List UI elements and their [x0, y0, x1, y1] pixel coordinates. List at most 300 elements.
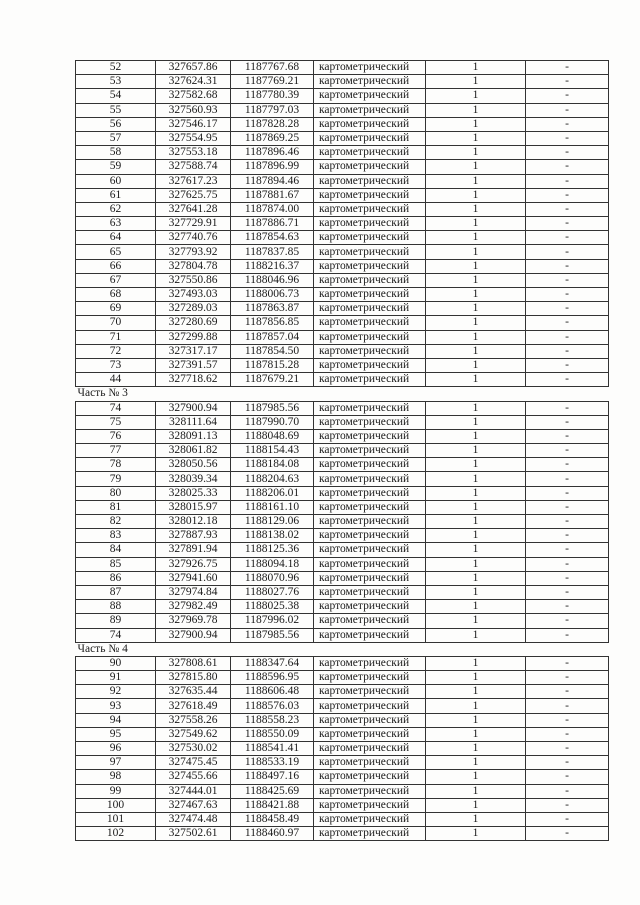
table-row: [76, 259, 609, 273]
y-coordinate-cell: 1187894.46: [231, 174, 314, 188]
x-coordinate-cell: 328091.13: [156, 429, 231, 443]
point-number-cell: 82: [76, 515, 156, 529]
part-label: Часть № 4: [76, 642, 609, 656]
point-number-cell: 73: [76, 358, 156, 372]
point-number-cell: 96: [76, 742, 156, 756]
point-number-cell: 72: [76, 344, 156, 358]
x-coordinate-cell: 327550.86: [156, 273, 231, 287]
x-coordinate-cell: 327808.61: [156, 656, 231, 670]
accuracy-cell: 1: [426, 486, 526, 500]
method-cell: картометрический: [314, 358, 426, 372]
point-number-cell: 91: [76, 671, 156, 685]
x-coordinate-cell: 327617.23: [156, 174, 231, 188]
method-cell: картометрический: [314, 486, 426, 500]
accuracy-cell: 1: [426, 288, 526, 302]
x-coordinate-cell: 327467.63: [156, 798, 231, 812]
table-row: [76, 174, 609, 188]
table-row: [76, 784, 609, 798]
point-number-cell: 62: [76, 202, 156, 216]
accuracy-cell: 1: [426, 614, 526, 628]
y-coordinate-cell: 1188070.96: [231, 571, 314, 585]
x-coordinate-cell: 327289.03: [156, 302, 231, 316]
table-row: [76, 628, 609, 642]
table-row: [76, 288, 609, 302]
accuracy-cell: 1: [426, 330, 526, 344]
point-number-cell: 74: [76, 628, 156, 642]
accuracy-cell: 1: [426, 500, 526, 514]
description-cell: -: [526, 245, 609, 259]
method-cell: картометрический: [314, 656, 426, 670]
y-coordinate-cell: 1188125.36: [231, 543, 314, 557]
method-cell: картометрический: [314, 812, 426, 826]
description-cell: -: [526, 472, 609, 486]
coordinates-table-body: [76, 61, 609, 841]
point-number-cell: 63: [76, 217, 156, 231]
y-coordinate-cell: 1188184.08: [231, 458, 314, 472]
description-cell: -: [526, 131, 609, 145]
part-header-row: [76, 387, 609, 401]
method-cell: картометрический: [314, 245, 426, 259]
table-row: [76, 373, 609, 387]
point-number-cell: 87: [76, 585, 156, 599]
description-cell: -: [526, 302, 609, 316]
accuracy-cell: 1: [426, 827, 526, 841]
y-coordinate-cell: 1188533.19: [231, 756, 314, 770]
x-coordinate-cell: 328111.64: [156, 415, 231, 429]
y-coordinate-cell: 1187769.21: [231, 75, 314, 89]
x-coordinate-cell: 327887.93: [156, 529, 231, 543]
y-coordinate-cell: 1188421.88: [231, 798, 314, 812]
point-number-cell: 89: [76, 614, 156, 628]
y-coordinate-cell: 1187985.56: [231, 628, 314, 642]
description-cell: -: [526, 231, 609, 245]
point-number-cell: 69: [76, 302, 156, 316]
point-number-cell: 53: [76, 75, 156, 89]
x-coordinate-cell: 327558.26: [156, 713, 231, 727]
table-row: [76, 600, 609, 614]
method-cell: картометрический: [314, 827, 426, 841]
point-number-cell: 60: [76, 174, 156, 188]
x-coordinate-cell: 328061.82: [156, 444, 231, 458]
method-cell: картометрический: [314, 401, 426, 415]
x-coordinate-cell: 327641.28: [156, 202, 231, 216]
y-coordinate-cell: 1188161.10: [231, 500, 314, 514]
accuracy-cell: 1: [426, 245, 526, 259]
y-coordinate-cell: 1187815.28: [231, 358, 314, 372]
method-cell: картометрический: [314, 75, 426, 89]
description-cell: -: [526, 827, 609, 841]
y-coordinate-cell: 1188347.64: [231, 656, 314, 670]
accuracy-cell: 1: [426, 316, 526, 330]
description-cell: -: [526, 500, 609, 514]
point-number-cell: 67: [76, 273, 156, 287]
accuracy-cell: 1: [426, 699, 526, 713]
point-number-cell: 77: [76, 444, 156, 458]
point-number-cell: 56: [76, 117, 156, 131]
description-cell: -: [526, 188, 609, 202]
x-coordinate-cell: 327546.17: [156, 117, 231, 131]
y-coordinate-cell: 1187857.04: [231, 330, 314, 344]
method-cell: картометрический: [314, 61, 426, 75]
accuracy-cell: 1: [426, 444, 526, 458]
table-row: [76, 75, 609, 89]
accuracy-cell: 1: [426, 188, 526, 202]
x-coordinate-cell: 327740.76: [156, 231, 231, 245]
method-cell: картометрический: [314, 784, 426, 798]
point-number-cell: 79: [76, 472, 156, 486]
accuracy-cell: 1: [426, 742, 526, 756]
x-coordinate-cell: 327969.78: [156, 614, 231, 628]
accuracy-cell: 1: [426, 358, 526, 372]
y-coordinate-cell: 1188048.69: [231, 429, 314, 443]
x-coordinate-cell: 328025.33: [156, 486, 231, 500]
x-coordinate-cell: 327317.17: [156, 344, 231, 358]
table-row: [76, 529, 609, 543]
point-number-cell: 94: [76, 713, 156, 727]
method-cell: картометрический: [314, 444, 426, 458]
method-cell: картометрический: [314, 458, 426, 472]
accuracy-cell: 1: [426, 713, 526, 727]
accuracy-cell: 1: [426, 117, 526, 131]
y-coordinate-cell: 1187869.25: [231, 131, 314, 145]
description-cell: -: [526, 458, 609, 472]
y-coordinate-cell: 1188046.96: [231, 273, 314, 287]
table-row: [76, 770, 609, 784]
point-number-cell: 95: [76, 727, 156, 741]
x-coordinate-cell: 327982.49: [156, 600, 231, 614]
y-coordinate-cell: 1187856.85: [231, 316, 314, 330]
point-number-cell: 97: [76, 756, 156, 770]
x-coordinate-cell: 327815.80: [156, 671, 231, 685]
point-number-cell: 64: [76, 231, 156, 245]
point-number-cell: 65: [76, 245, 156, 259]
description-cell: -: [526, 61, 609, 75]
description-cell: -: [526, 202, 609, 216]
y-coordinate-cell: 1187797.03: [231, 103, 314, 117]
point-number-cell: 99: [76, 784, 156, 798]
accuracy-cell: 1: [426, 103, 526, 117]
method-cell: картометрический: [314, 798, 426, 812]
y-coordinate-cell: 1187767.68: [231, 61, 314, 75]
x-coordinate-cell: 327588.74: [156, 160, 231, 174]
table-row: [76, 444, 609, 458]
x-coordinate-cell: 327530.02: [156, 742, 231, 756]
table-row: [76, 231, 609, 245]
point-number-cell: 100: [76, 798, 156, 812]
accuracy-cell: 1: [426, 373, 526, 387]
table-row: [76, 358, 609, 372]
description-cell: -: [526, 373, 609, 387]
y-coordinate-cell: 1188558.23: [231, 713, 314, 727]
table-row: [76, 330, 609, 344]
table-row: [76, 699, 609, 713]
table-row: [76, 812, 609, 826]
method-cell: картометрический: [314, 699, 426, 713]
point-number-cell: 84: [76, 543, 156, 557]
y-coordinate-cell: 1188154.43: [231, 444, 314, 458]
accuracy-cell: 1: [426, 727, 526, 741]
y-coordinate-cell: 1188458.49: [231, 812, 314, 826]
point-number-cell: 57: [76, 131, 156, 145]
x-coordinate-cell: 327618.49: [156, 699, 231, 713]
table-row: [76, 727, 609, 741]
x-coordinate-cell: 327625.75: [156, 188, 231, 202]
point-number-cell: 58: [76, 146, 156, 160]
table-row: [76, 415, 609, 429]
accuracy-cell: 1: [426, 217, 526, 231]
point-number-cell: 68: [76, 288, 156, 302]
method-cell: картометрический: [314, 770, 426, 784]
table-row: [76, 273, 609, 287]
description-cell: -: [526, 415, 609, 429]
x-coordinate-cell: 327554.95: [156, 131, 231, 145]
x-coordinate-cell: 327280.69: [156, 316, 231, 330]
table-row: [76, 302, 609, 316]
accuracy-cell: 1: [426, 798, 526, 812]
x-coordinate-cell: 327624.31: [156, 75, 231, 89]
y-coordinate-cell: 1188596.95: [231, 671, 314, 685]
table-row: [76, 103, 609, 117]
accuracy-cell: 1: [426, 784, 526, 798]
accuracy-cell: 1: [426, 89, 526, 103]
x-coordinate-cell: 327804.78: [156, 259, 231, 273]
method-cell: картометрический: [314, 231, 426, 245]
point-number-cell: 86: [76, 571, 156, 585]
y-coordinate-cell: 1187874.00: [231, 202, 314, 216]
accuracy-cell: 1: [426, 543, 526, 557]
point-number-cell: 83: [76, 529, 156, 543]
description-cell: -: [526, 812, 609, 826]
description-cell: -: [526, 160, 609, 174]
description-cell: -: [526, 330, 609, 344]
x-coordinate-cell: 327474.48: [156, 812, 231, 826]
table-row: [76, 458, 609, 472]
method-cell: картометрический: [314, 628, 426, 642]
description-cell: -: [526, 727, 609, 741]
point-number-cell: 76: [76, 429, 156, 443]
part-label: Часть № 3: [76, 387, 609, 401]
x-coordinate-cell: 327391.57: [156, 358, 231, 372]
table-row: [76, 429, 609, 443]
point-number-cell: 55: [76, 103, 156, 117]
y-coordinate-cell: 1188204.63: [231, 472, 314, 486]
y-coordinate-cell: 1187854.50: [231, 344, 314, 358]
x-coordinate-cell: 327549.62: [156, 727, 231, 741]
table-row: [76, 61, 609, 75]
table-row: [76, 500, 609, 514]
method-cell: картометрический: [314, 217, 426, 231]
method-cell: картометрический: [314, 202, 426, 216]
description-cell: -: [526, 770, 609, 784]
accuracy-cell: 1: [426, 259, 526, 273]
description-cell: -: [526, 429, 609, 443]
method-cell: картометрический: [314, 742, 426, 756]
y-coordinate-cell: 1187780.39: [231, 89, 314, 103]
accuracy-cell: 1: [426, 571, 526, 585]
y-coordinate-cell: 1187896.99: [231, 160, 314, 174]
method-cell: картометрический: [314, 160, 426, 174]
description-cell: -: [526, 486, 609, 500]
accuracy-cell: 1: [426, 415, 526, 429]
method-cell: картометрический: [314, 500, 426, 514]
y-coordinate-cell: 1187985.56: [231, 401, 314, 415]
table-row: [76, 656, 609, 670]
table-row: [76, 557, 609, 571]
y-coordinate-cell: 1188025.38: [231, 600, 314, 614]
y-coordinate-cell: 1188138.02: [231, 529, 314, 543]
accuracy-cell: 1: [426, 600, 526, 614]
accuracy-cell: 1: [426, 174, 526, 188]
accuracy-cell: 1: [426, 160, 526, 174]
description-cell: -: [526, 699, 609, 713]
method-cell: картометрический: [314, 515, 426, 529]
table-row: [76, 515, 609, 529]
accuracy-cell: 1: [426, 202, 526, 216]
accuracy-cell: 1: [426, 529, 526, 543]
table-row: [76, 543, 609, 557]
description-cell: -: [526, 259, 609, 273]
point-number-cell: 101: [76, 812, 156, 826]
y-coordinate-cell: 1187837.85: [231, 245, 314, 259]
method-cell: картометрический: [314, 429, 426, 443]
x-coordinate-cell: 327657.86: [156, 61, 231, 75]
table-row: [76, 188, 609, 202]
method-cell: картометрический: [314, 472, 426, 486]
table-row: [76, 245, 609, 259]
description-cell: -: [526, 344, 609, 358]
method-cell: картометрический: [314, 585, 426, 599]
description-cell: -: [526, 557, 609, 571]
method-cell: картометрический: [314, 188, 426, 202]
method-cell: картометрический: [314, 89, 426, 103]
x-coordinate-cell: 327793.92: [156, 245, 231, 259]
description-cell: -: [526, 600, 609, 614]
y-coordinate-cell: 1188550.09: [231, 727, 314, 741]
accuracy-cell: 1: [426, 770, 526, 784]
y-coordinate-cell: 1187881.67: [231, 188, 314, 202]
x-coordinate-cell: 327582.68: [156, 89, 231, 103]
x-coordinate-cell: 327560.93: [156, 103, 231, 117]
description-cell: -: [526, 273, 609, 287]
x-coordinate-cell: 327502.61: [156, 827, 231, 841]
x-coordinate-cell: 327900.94: [156, 401, 231, 415]
accuracy-cell: 1: [426, 458, 526, 472]
y-coordinate-cell: 1187990.70: [231, 415, 314, 429]
x-coordinate-cell: 328039.34: [156, 472, 231, 486]
table-row: [76, 217, 609, 231]
part-header-row: [76, 642, 609, 656]
point-number-cell: 70: [76, 316, 156, 330]
y-coordinate-cell: 1187886.71: [231, 217, 314, 231]
accuracy-cell: 1: [426, 812, 526, 826]
method-cell: картометрический: [314, 713, 426, 727]
point-number-cell: 80: [76, 486, 156, 500]
x-coordinate-cell: 327926.75: [156, 557, 231, 571]
x-coordinate-cell: 327444.01: [156, 784, 231, 798]
point-number-cell: 102: [76, 827, 156, 841]
x-coordinate-cell: 328012.18: [156, 515, 231, 529]
point-number-cell: 98: [76, 770, 156, 784]
point-number-cell: 61: [76, 188, 156, 202]
description-cell: -: [526, 174, 609, 188]
accuracy-cell: 1: [426, 756, 526, 770]
table-row: [76, 614, 609, 628]
x-coordinate-cell: 327941.60: [156, 571, 231, 585]
table-row: [76, 160, 609, 174]
description-cell: -: [526, 89, 609, 103]
description-cell: -: [526, 146, 609, 160]
method-cell: картометрический: [314, 415, 426, 429]
y-coordinate-cell: 1188425.69: [231, 784, 314, 798]
y-coordinate-cell: 1187854.63: [231, 231, 314, 245]
x-coordinate-cell: 327891.94: [156, 543, 231, 557]
description-cell: -: [526, 529, 609, 543]
x-coordinate-cell: 327635.44: [156, 685, 231, 699]
x-coordinate-cell: 327900.94: [156, 628, 231, 642]
description-cell: -: [526, 288, 609, 302]
accuracy-cell: 1: [426, 131, 526, 145]
x-coordinate-cell: 327299.88: [156, 330, 231, 344]
y-coordinate-cell: 1188216.37: [231, 259, 314, 273]
description-cell: -: [526, 543, 609, 557]
table-row: [76, 131, 609, 145]
table-row: [76, 742, 609, 756]
x-coordinate-cell: 327718.62: [156, 373, 231, 387]
point-number-cell: 74: [76, 401, 156, 415]
point-number-cell: 78: [76, 458, 156, 472]
y-coordinate-cell: 1187996.02: [231, 614, 314, 628]
description-cell: -: [526, 656, 609, 670]
description-cell: -: [526, 571, 609, 585]
method-cell: картометрический: [314, 756, 426, 770]
y-coordinate-cell: 1188606.48: [231, 685, 314, 699]
x-coordinate-cell: 328050.56: [156, 458, 231, 472]
point-number-cell: 92: [76, 685, 156, 699]
table-row: [76, 571, 609, 585]
table-row: [76, 713, 609, 727]
table-row: [76, 401, 609, 415]
method-cell: картометрический: [314, 146, 426, 160]
method-cell: картометрический: [314, 344, 426, 358]
y-coordinate-cell: 1188006.73: [231, 288, 314, 302]
description-cell: -: [526, 217, 609, 231]
point-number-cell: 93: [76, 699, 156, 713]
description-cell: -: [526, 685, 609, 699]
accuracy-cell: 1: [426, 75, 526, 89]
method-cell: картометрический: [314, 273, 426, 287]
x-coordinate-cell: 327553.18: [156, 146, 231, 160]
accuracy-cell: 1: [426, 344, 526, 358]
description-cell: -: [526, 444, 609, 458]
point-number-cell: 71: [76, 330, 156, 344]
description-cell: -: [526, 117, 609, 131]
description-cell: -: [526, 713, 609, 727]
table-row: [76, 827, 609, 841]
y-coordinate-cell: 1188206.01: [231, 486, 314, 500]
y-coordinate-cell: 1188497.16: [231, 770, 314, 784]
table-row: [76, 486, 609, 500]
method-cell: картометрический: [314, 117, 426, 131]
point-number-cell: 66: [76, 259, 156, 273]
point-number-cell: 85: [76, 557, 156, 571]
description-cell: -: [526, 75, 609, 89]
method-cell: картометрический: [314, 131, 426, 145]
description-cell: -: [526, 401, 609, 415]
accuracy-cell: 1: [426, 671, 526, 685]
point-number-cell: 75: [76, 415, 156, 429]
accuracy-cell: 1: [426, 472, 526, 486]
description-cell: -: [526, 585, 609, 599]
